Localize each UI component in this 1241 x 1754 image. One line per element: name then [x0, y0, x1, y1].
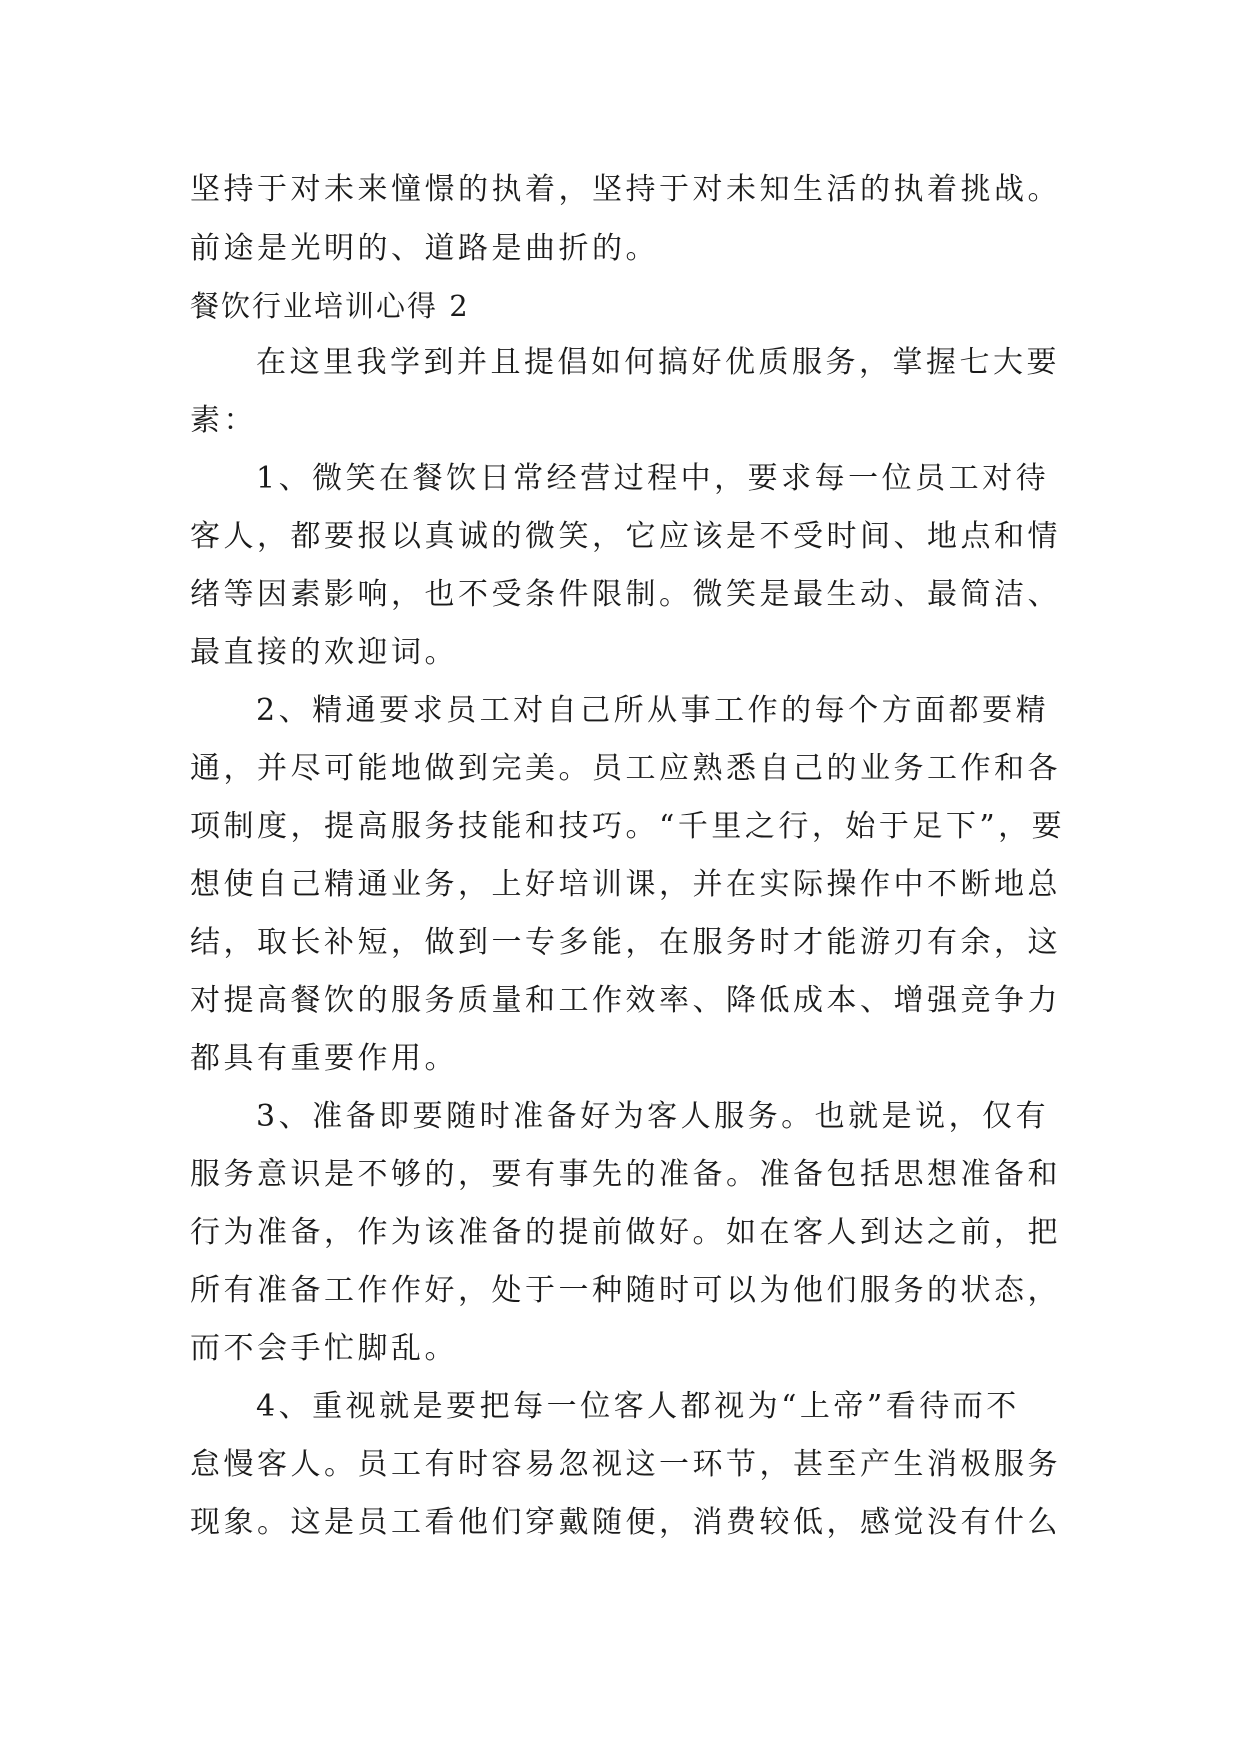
text-line: 素： — [190, 403, 257, 438]
text-line: 绪等因素影响，也不受条件限制。微笑是最生动、最简洁、 — [190, 577, 1061, 612]
text-line: 所有准备工作作好，处于一种随时可以为他们服务的状态， — [190, 1273, 1061, 1308]
text-line: 现象。这是员工看他们穿戴随便，消费较低，感觉没有什么 — [190, 1505, 1061, 1540]
text-line: 项制度，提高服务技能和技巧。“千里之行，始于足下”，要 — [190, 809, 1066, 844]
paragraph-first-line: 4、重视就是要把每一位客人都视为“上帝”看待而不 — [256, 1389, 1020, 1424]
text-line: 坚持于对未来憧憬的执着，坚持于对未知生活的执着挑战。 — [190, 172, 1061, 207]
text-line: 想使自己精通业务，上好培训课，并在实际操作中不断地总 — [190, 867, 1061, 902]
text-line: 前途是光明的、道路是曲折的。 — [190, 231, 659, 266]
text-line: 对提高餐饮的服务质量和工作效率、降低成本、增强竞争力 — [190, 983, 1061, 1018]
text-line: 最直接的欢迎词。 — [190, 635, 458, 670]
text-line: 都具有重要作用。 — [190, 1041, 458, 1076]
text-line: 客人，都要报以真诚的微笑，它应该是不受时间、地点和情 — [190, 519, 1061, 554]
text-line: 通，并尽可能地做到完美。员工应熟悉自己的业务工作和各 — [190, 751, 1061, 786]
text-line: 行为准备，作为该准备的提前做好。如在客人到达之前，把 — [190, 1215, 1061, 1250]
paragraph-first-line: 在这里我学到并且提倡如何搞好优质服务，掌握七大要 — [256, 345, 1060, 380]
paragraph-first-line: 1、微笑在餐饮日常经营过程中，要求每一位员工对待 — [256, 461, 1050, 496]
text-line: 怠慢客人。员工有时容易忽视这一环节，甚至产生消极服务 — [190, 1447, 1061, 1482]
text-line: 服务意识是不够的，要有事先的准备。准备包括思想准备和 — [190, 1157, 1061, 1192]
text-line: 而不会手忙脚乱。 — [190, 1331, 458, 1366]
paragraph-first-line: 2、精通要求员工对自己所从事工作的每个方面都要精 — [256, 693, 1050, 728]
paragraph-first-line: 3、准备即要随时准备好为客人服务。也就是说，仅有 — [256, 1099, 1050, 1134]
section-heading: 餐饮行业培训心得 2 — [190, 289, 470, 323]
text-line: 结，取长补短，做到一专多能，在服务时才能游刃有余，这 — [190, 925, 1061, 960]
